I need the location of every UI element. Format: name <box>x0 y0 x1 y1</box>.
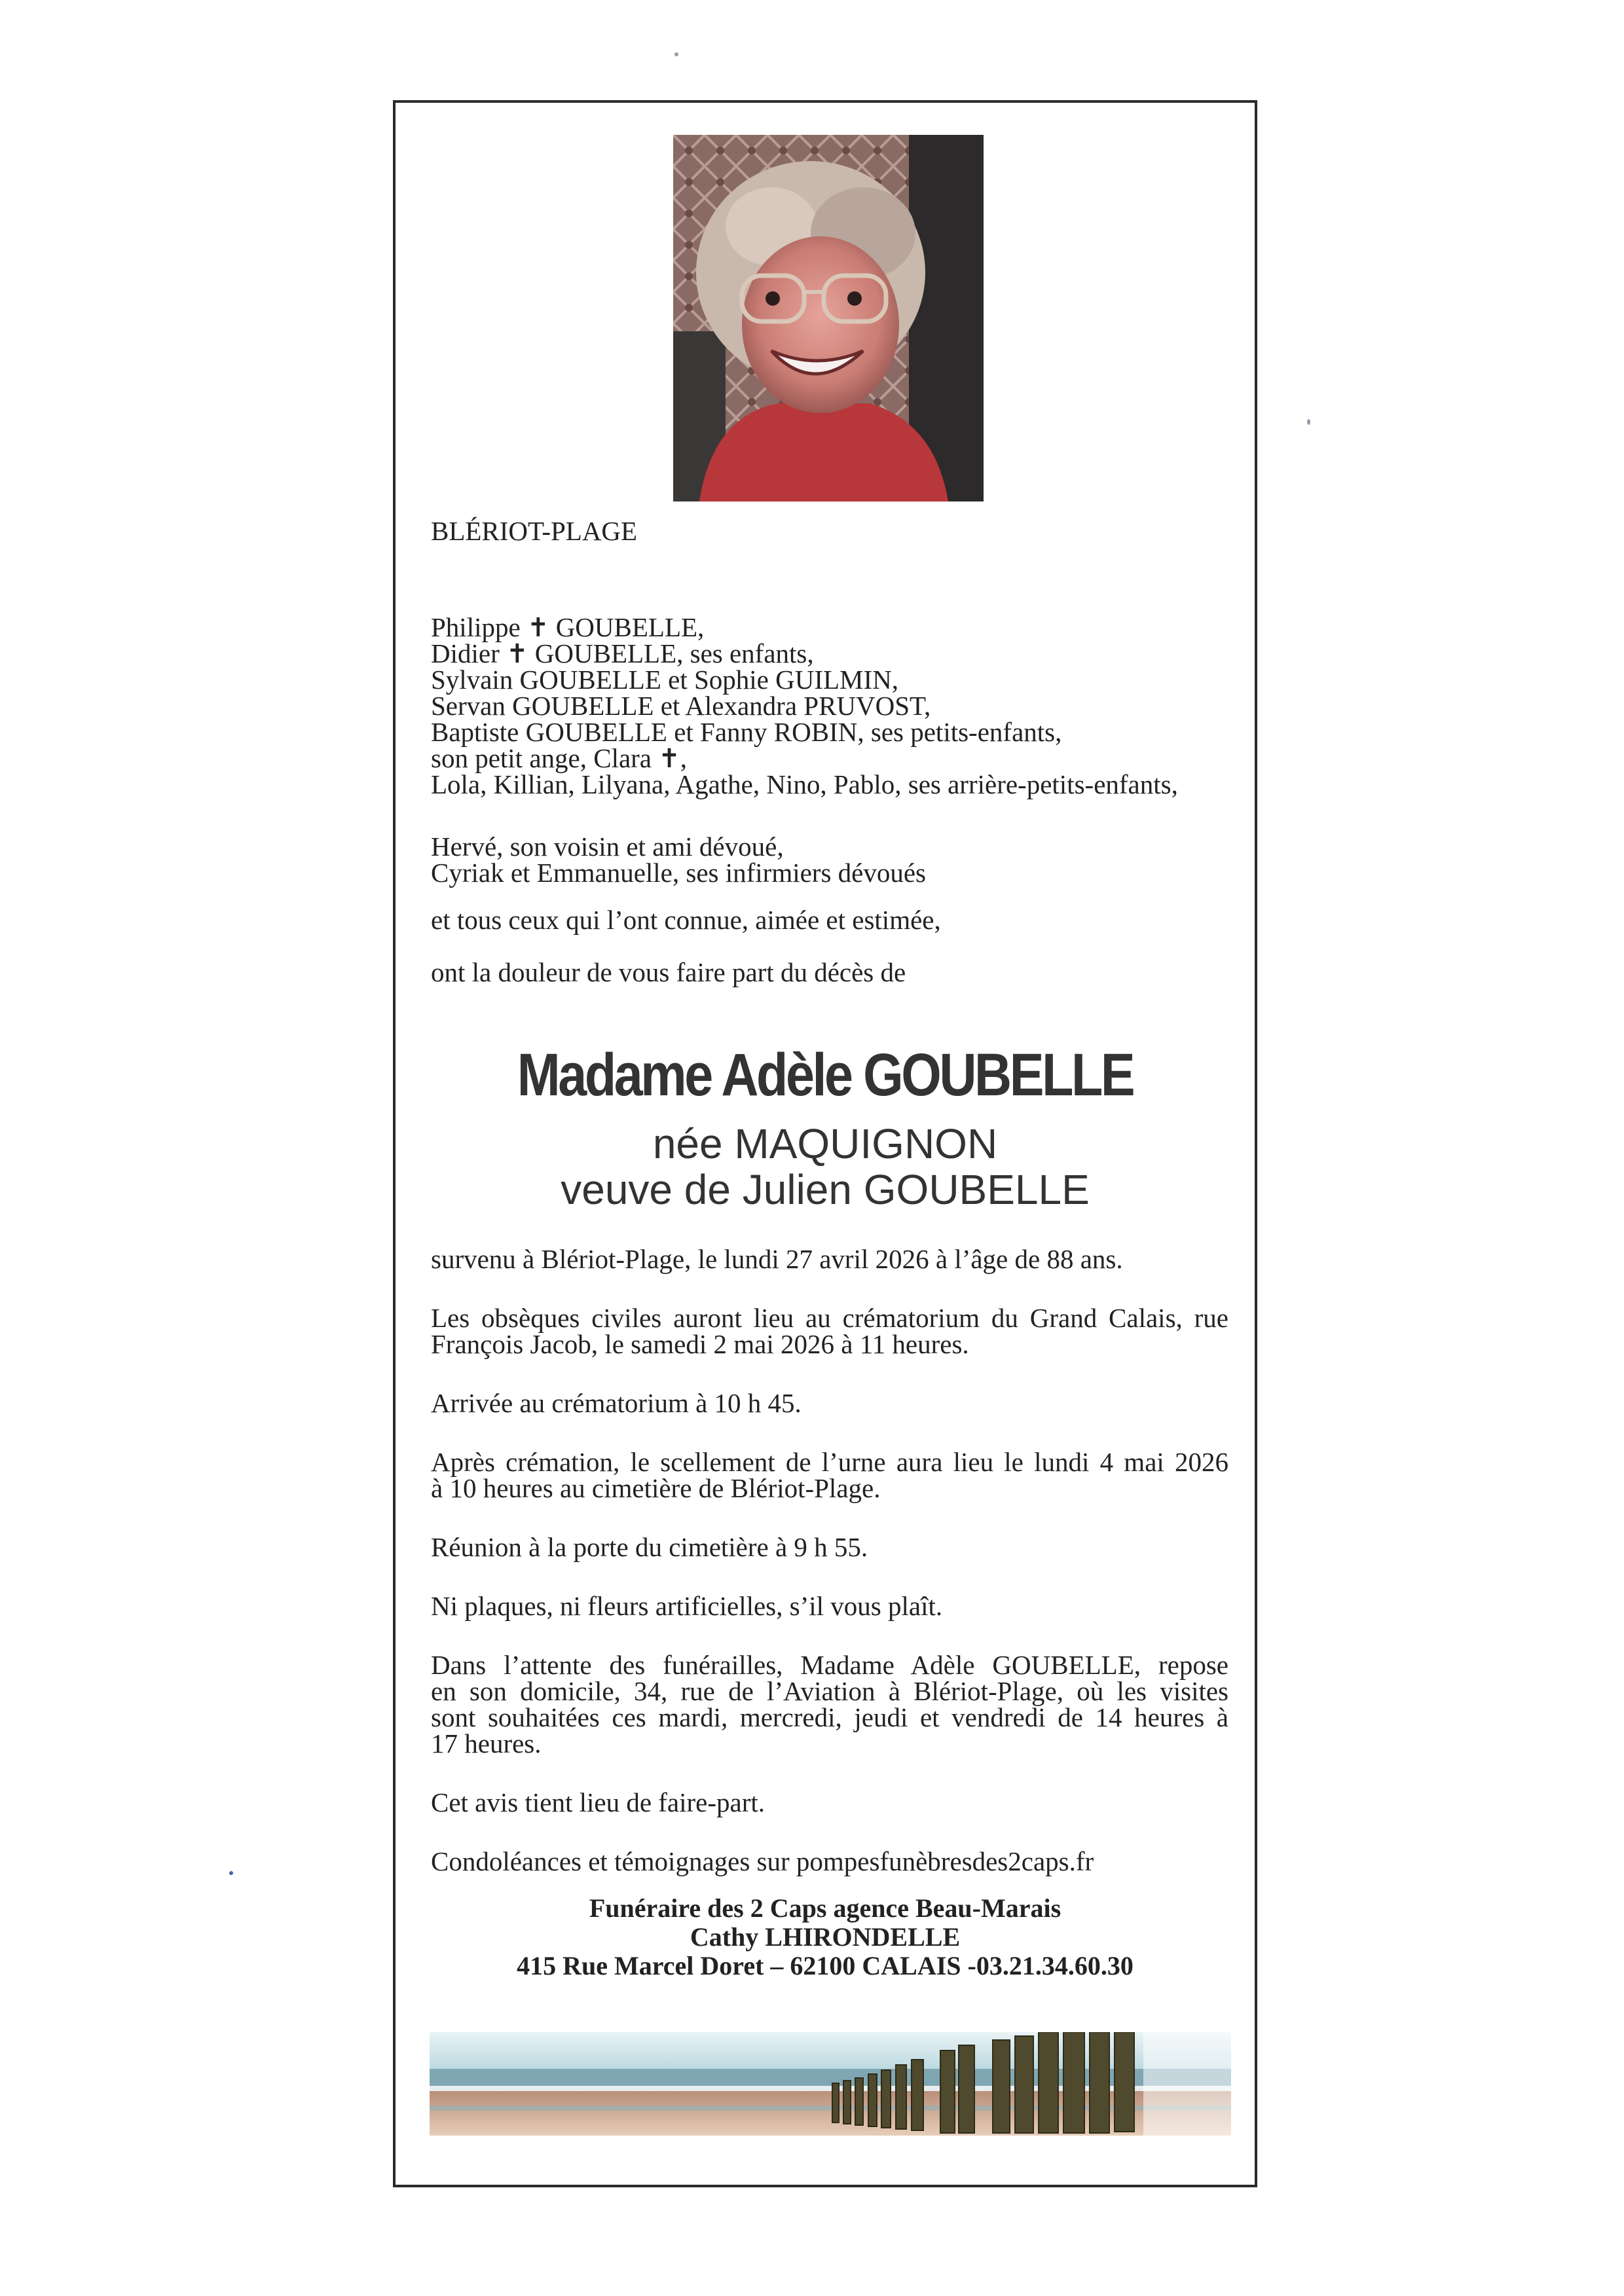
nurses-line: Cyriak et Emmanuelle, ses infirmiers dévoués <box>431 858 927 888</box>
family-line-text: Lola, Killian, Lilyana, Agathe, Nino, Pablo, ses arrière-petits-enfants, <box>431 769 1178 799</box>
family-line-text: Servan GOUBELLE et Alexandra PRUVOST, <box>431 691 931 721</box>
family-line-text: Philippe <box>431 612 527 642</box>
rest-line-2: en son domicile, 34, rue de l’Aviation à Blériot-Plage, où les visites <box>431 1676 1228 1706</box>
notice-line: Cet avis tient lieu de faire-part. <box>431 1787 766 1817</box>
funeral-home-name: Funéraire des 2 Caps agence Beau-Marais <box>589 1893 1061 1923</box>
family-line-suffix: GOUBELLE, <box>549 612 705 642</box>
funeral-line-1: Les obsèques civiles auront lieu au crématorium du Grand Calais, rue <box>431 1303 1228 1333</box>
family-line <box>431 769 1178 799</box>
family-line-suffix: GOUBELLE, ses enfants, <box>528 638 814 668</box>
family-line-text: Sylvain GOUBELLE et Sophie GUILMIN, <box>431 665 898 695</box>
announce-line: ont la douleur de vous faire part du décès de <box>431 957 906 987</box>
funeral-home-address: 415 Rue Marcel Doret – 62100 CALAIS -03.21.34.60.30 <box>517 1951 1134 1980</box>
death-line: survenu à Blériot-Plage, le lundi 27 avril 2026 à l’âge de 88 ans. <box>431 1244 1123 1274</box>
cross-icon: ✝ <box>506 639 528 669</box>
rest-line-3: sont souhaitées ces mardi, mercredi, jeudi et vendredi de 14 heures à <box>431 1702 1228 1732</box>
arrival-line: Arrivée au crématorium à 10 h 45. <box>431 1388 802 1418</box>
all-line: et tous ceux qui l’ont connue, aimée et estimée, <box>431 905 941 935</box>
family-line-text: Didier <box>431 638 506 668</box>
neighbour-line: Hervé, son voisin et ami dévoué, <box>431 831 784 862</box>
cross-icon: ✝ <box>526 613 549 643</box>
portrait-photo <box>673 135 984 501</box>
location-heading: BLÉRIOT-PLAGE <box>431 516 638 546</box>
beach-banner-image <box>430 2032 1231 2136</box>
condolences-line: Condoléances et témoignages sur pompesfunèbresdes2caps.fr <box>431 1846 1094 1876</box>
maiden-name: née MAQUIGNON <box>652 1120 998 1167</box>
cross-icon: ✝ <box>658 744 680 774</box>
scan-speck <box>1307 419 1310 425</box>
flowers-line: Ni plaques, ni fleurs artificielles, s’il vous plaît. <box>431 1591 943 1621</box>
funeral-line-2: François Jacob, le samedi 2 mai 2026 à 11 heures. <box>431 1329 969 1359</box>
deceased-name: Madame Adèle GOUBELLE <box>517 1042 1134 1108</box>
widow-line: veuve de Julien GOUBELLE <box>561 1166 1090 1213</box>
meeting-line: Réunion à la porte du cimetière à 9 h 55. <box>431 1532 868 1562</box>
scan-speck <box>674 52 678 56</box>
rest-line-4: 17 heures. <box>431 1728 542 1758</box>
family-line-text: Baptiste GOUBELLE et Fanny ROBIN, ses petits-enfants, <box>431 717 1062 747</box>
family-line-suffix: , <box>680 743 688 773</box>
funeral-home-contact: Cathy LHIRONDELLE <box>690 1922 961 1952</box>
deceased-name-block <box>393 1041 1257 1110</box>
urn-line-1: Après crémation, le scellement de l’urne aura lieu le lundi 4 mai 2026 <box>431 1447 1228 1477</box>
urn-line-2: à 10 heures au cimetière de Blériot-Plage. <box>431 1473 881 1503</box>
family-line-text: son petit ange, Clara <box>431 743 659 773</box>
scan-speck <box>229 1871 233 1875</box>
rest-line-1: Dans l’attente des funérailles, Madame Adèle GOUBELLE, repose <box>431 1650 1228 1680</box>
